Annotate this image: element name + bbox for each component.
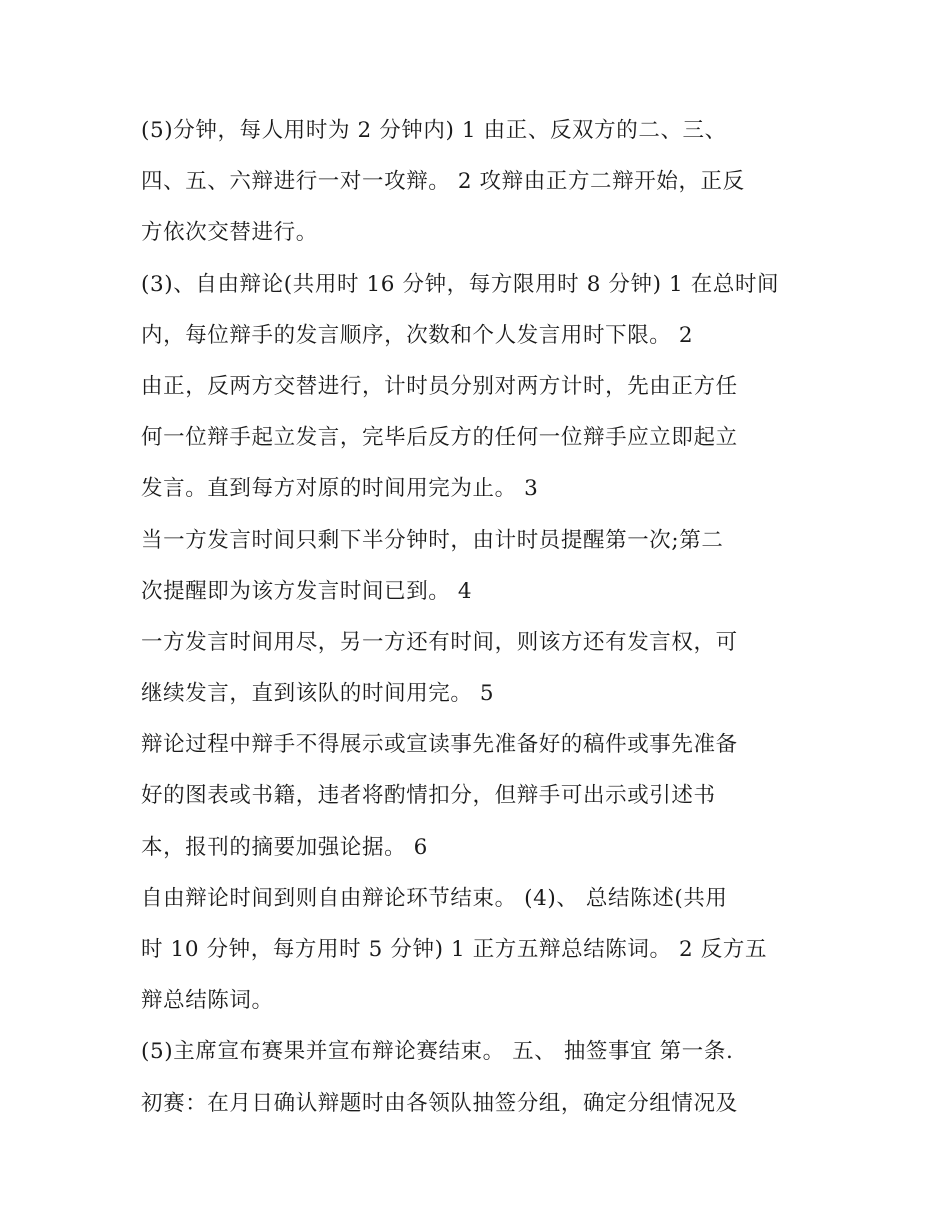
text-line: 内，每位辩手的发言顺序，次数和个人发言用时下限。 2 [141, 322, 694, 348]
text-line: 由正，反两方交替进行，计时员分别对两方计时，先由正方任 [141, 373, 738, 399]
text-line: 时 10 分钟，每方用时 5 分钟) 1 正方五辩总结陈词。 2 反方五 [141, 937, 768, 962]
text-line: 何一位辩手起立发言，完毕后反方的任何一位辩手应立即起立 [141, 425, 738, 451]
text-line: 发言。直到每方对原的时间用完为止。 3 [141, 476, 539, 502]
text-line: 初赛：在月日确认辩题时由各领队抽签分组，确定分组情况及 [141, 1090, 738, 1116]
text-line: (5)分钟，每人用时为 2 分钟内) 1 由正、反双方的二、三、 [141, 118, 727, 143]
text-line: 当一方发言时间只剩下半分钟时，由计时员提醒第一次;第二 [141, 527, 724, 553]
text-line: 次提醒即为该方发言时间已到。 4 [141, 578, 473, 604]
text-line: 继续发言，直到该队的时间用完。 5 [141, 681, 495, 707]
text-line: 一方发言时间用尽，另一方还有时间，则该方还有发言权，可 [141, 629, 738, 655]
text-line: 辩论过程中辩手不得展示或宣读事先准备好的稿件或事先准备 [141, 732, 738, 758]
text-line: 方依次交替进行。 [141, 220, 318, 246]
text-line: 辩总结陈词。 [141, 988, 274, 1014]
text-line: 好的图表或书籍，违者将酌情扣分，但辩手可出示或引述书 [141, 783, 716, 809]
text-line: 四、五、六辩进行一对一攻辩。 2 攻辩由正方二辩开始，正反 [141, 169, 745, 195]
text-line: (5)主席宣布赛果并宣布辩论赛结束。 五、 抽签事宜 第一条. [141, 1039, 734, 1065]
text-line: 自由辩论时间到则自由辩论环节结束。 (4)、 总结陈述(共用 [141, 885, 728, 911]
text-line: 本，报刊的摘要加强论据。 6 [141, 834, 428, 860]
text-line: (3)、自由辩论(共用时 16 分钟，每方限用时 8 分钟) 1 在总时间 [141, 271, 780, 297]
document-body [141, 111, 821, 1135]
